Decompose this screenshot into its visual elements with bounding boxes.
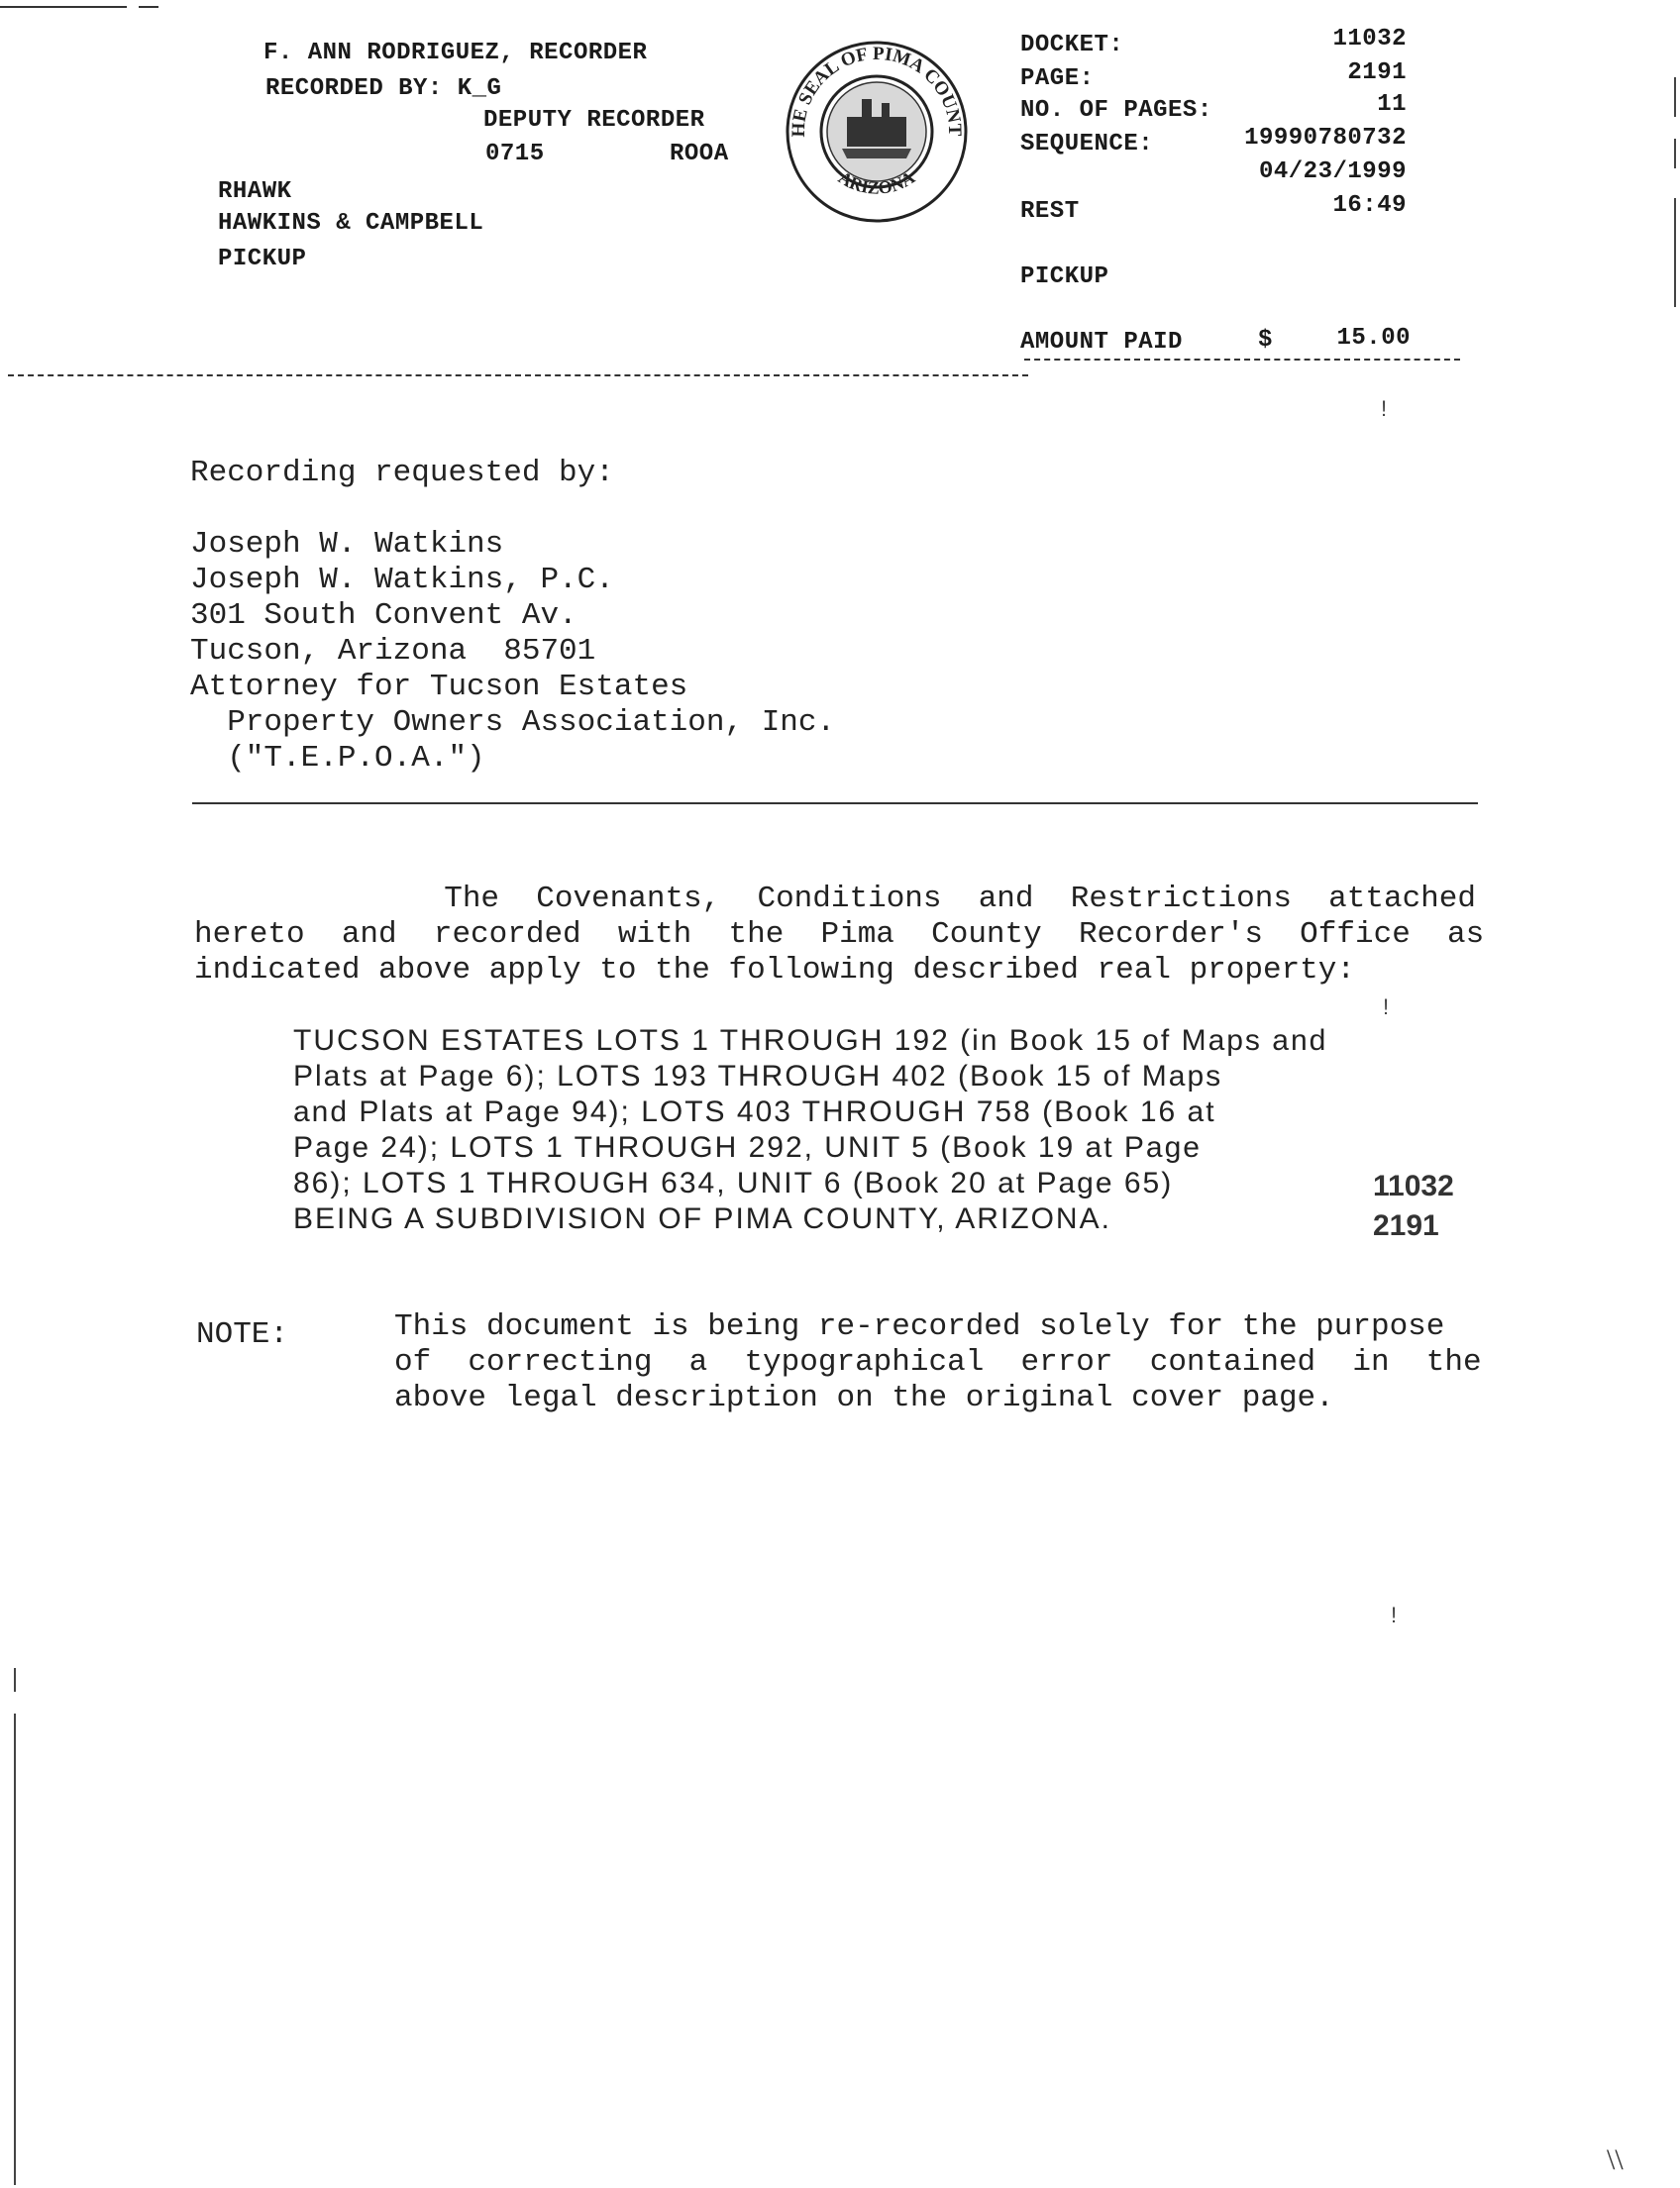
rest-label: REST <box>1020 198 1080 225</box>
requested-line-5: Attorney for Tucson Estates <box>190 670 688 704</box>
sequence-value: 19990780732 <box>1244 125 1407 152</box>
recorded-time: 16:49 <box>1332 192 1407 219</box>
deputy-recorder: DEPUTY RECORDER <box>483 107 705 134</box>
amount-underline <box>1024 359 1460 361</box>
edge-mark-2 <box>1674 139 1676 168</box>
top-left-rule-dash <box>139 6 158 8</box>
requested-line-2: Joseph W. Watkins, P.C. <box>190 563 614 597</box>
legal-line-5: 86); LOTS 1 THROUGH 634, UNIT 6 (Book 20 at Page 65) <box>293 1167 1174 1199</box>
corner-mark: \\ <box>1607 2143 1624 2176</box>
requested-line-3: 301 South Convent Av. <box>190 598 578 633</box>
recorded-date: 04/23/1999 <box>1258 158 1407 185</box>
requested-line-1: Joseph W. Watkins <box>190 527 504 562</box>
tick-mark-3: ! <box>1381 396 1388 421</box>
covenant-line-2: hereto and recorded with the Pima County Recorder's Office as <box>194 917 1485 952</box>
requested-line-4: Tucson, Arizona 85701 <box>190 634 596 669</box>
left-edge-mark-1 <box>14 1668 16 1692</box>
page-label: PAGE: <box>1020 65 1095 92</box>
header-line-rhawk: RHAWK <box>218 178 292 205</box>
amount-paid-label: AMOUNT PAID <box>1020 329 1183 356</box>
page-value: 2191 <box>1347 59 1407 86</box>
margin-stamp: 11032 2191 <box>1373 1170 1454 1242</box>
recorded-by: RECORDED BY: K_G <box>265 75 502 102</box>
seal-top-text: HE SEAL OF PIMA COUNT <box>788 43 966 138</box>
edge-mark-1 <box>1674 77 1676 117</box>
tick-mark-2: ! <box>1391 1603 1398 1627</box>
header-line-pickup: PICKUP <box>218 246 307 272</box>
pages-label: NO. OF PAGES: <box>1020 97 1212 124</box>
edge-mark-3 <box>1674 198 1676 307</box>
docket-label: DOCKET: <box>1020 32 1124 58</box>
note-line-3: above legal description on the original cover page. <box>394 1381 1334 1415</box>
legal-line-6: BEING A SUBDIVISION OF PIMA COUNTY, ARIZONA. <box>293 1202 1111 1235</box>
seal-bottom-text: ARIZONA <box>835 166 918 198</box>
header-separator <box>8 374 1028 376</box>
note-line-2: of correcting a typographical error contained in the <box>394 1345 1482 1380</box>
requested-line-6: Property Owners Association, Inc. <box>190 705 836 740</box>
amount-currency: $ <box>1258 327 1273 354</box>
legal-line-4: Page 24); LOTS 1 THROUGH 292, UNIT 5 (Book 19 at Page <box>293 1131 1202 1164</box>
county-seal <box>783 38 971 226</box>
tick-mark-1: ! <box>1383 994 1390 1019</box>
covenant-line-3: indicated above apply to the following described real property: <box>194 953 1355 988</box>
requested-divider <box>192 802 1478 804</box>
code-left: 0715 <box>485 141 545 167</box>
requested-heading: Recording requested by: <box>190 456 614 490</box>
header-line-firm: HAWKINS & CAMPBELL <box>218 210 484 237</box>
code-right: ROOA <box>670 141 729 167</box>
requested-line-7: ("T.E.P.O.A.") <box>190 741 485 776</box>
top-left-rule <box>0 6 127 8</box>
legal-line-3: and Plats at Page 94); LOTS 403 THROUGH 758 (Book 16 at <box>293 1095 1216 1128</box>
recorder-name: F. ANN RODRIGUEZ, RECORDER <box>263 40 648 66</box>
legal-line-1: TUCSON ESTATES LOTS 1 THROUGH 192 (in Book 15 of Maps and <box>293 1024 1328 1057</box>
sequence-label: SEQUENCE: <box>1020 131 1154 157</box>
pages-value: 11 <box>1377 91 1407 118</box>
left-edge-mark-2 <box>14 1714 16 2185</box>
note-label: NOTE: <box>196 1317 289 1352</box>
covenant-line-1: The Covenants, Conditions and Restrictions attached <box>444 882 1476 916</box>
seal-icon <box>783 38 971 226</box>
amount-value: 15.00 <box>1336 325 1411 352</box>
legal-line-2: Plats at Page 6); LOTS 193 THROUGH 402 (Book 15 of Maps <box>293 1060 1223 1093</box>
pickup-right: PICKUP <box>1020 263 1109 290</box>
docket-value: 11032 <box>1332 26 1407 52</box>
note-line-1: This document is being re-recorded solely for the purpose <box>394 1309 1445 1344</box>
